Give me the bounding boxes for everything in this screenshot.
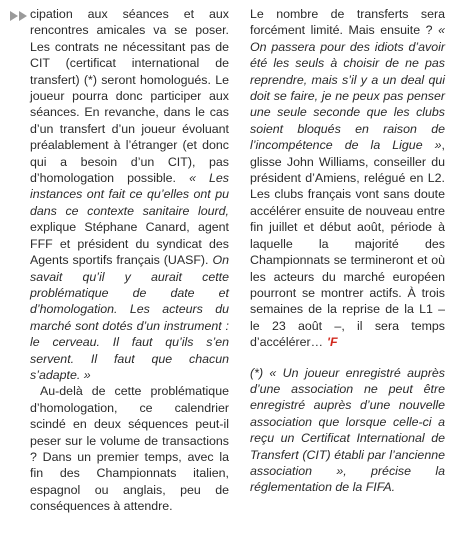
- article-column-left: [30, 6, 229, 515]
- end-of-article-logo: 'F: [327, 335, 338, 350]
- continuation-arrows-icon: [10, 11, 27, 21]
- article-column-right: [250, 6, 445, 496]
- paragraph: cipation aux séances et aux rencontres amicales va se poser. Les contrats ne nécessitant pas de CIT (certificat international de transfert) (*) seront homologués. Le joueur pourra donc participer aux séances. En revanche, dans le cas d’un transfert d’un joueur évoluant préalablement à l’étranger (et donc qui a besoin d’un CIT), pas d’homologation possible. « Les instances ont fait ce qu’elles ont pu dans ce contexte sanitaire lourd, explique Stéphane Canard, agent FFF et président du syndicat des Agents sportifs français (UASF). On savait qu’il y aurait cette problématique de date et d’homologation. Les acteurs du marché sont dotés d’un instrument : le cerveau. Il faut qu’ils s’en servent. Il faut que chacun s’adapte. »: [30, 7, 229, 382]
- footnote: (*) « Un joueur enregistré auprès d’une association ne peut être enregistré auprès d’une nouvelle association que lorsque celle-ci a reçu un Certificat International de Transfert (CIT) établi par l’ancienne association », précise la réglementation de la FIFA.: [250, 365, 445, 495]
- paragraph: Le nombre de transferts sera forcément limité. Mais ensuite ? « On passera pour des idiots d’avoir été les seuls à choisir de ne pas reprendre, mais s’il y a un deal qui doit se faire, je ne peux pas penser une seule seconde que les clubs soient bloqués en raison de l’incompétence de la Ligue », glisse John Williams, conseiller du président d’Amiens, relégué en L2. Les clubs français vont sans doute accélérer ensuite de nouveau entre fin juillet et début août, période à laquelle la majorité des Championnats se termineront et où les acteurs du marché européen pourront se montrer actifs. À trois semaines de la reprise de la L1 – le 23 août –, il sera temps d’accélérer… 'F: [250, 7, 445, 350]
- paragraph: Au-delà de cette problématique d’homologation, ce calendrier scindé en deux séquences peut-il peser sur le volume de transactions ? Dans un premier temps, avec la fin des Championnats italien, espagnol ou anglais, peu de conséquences à attendre.: [30, 384, 229, 514]
